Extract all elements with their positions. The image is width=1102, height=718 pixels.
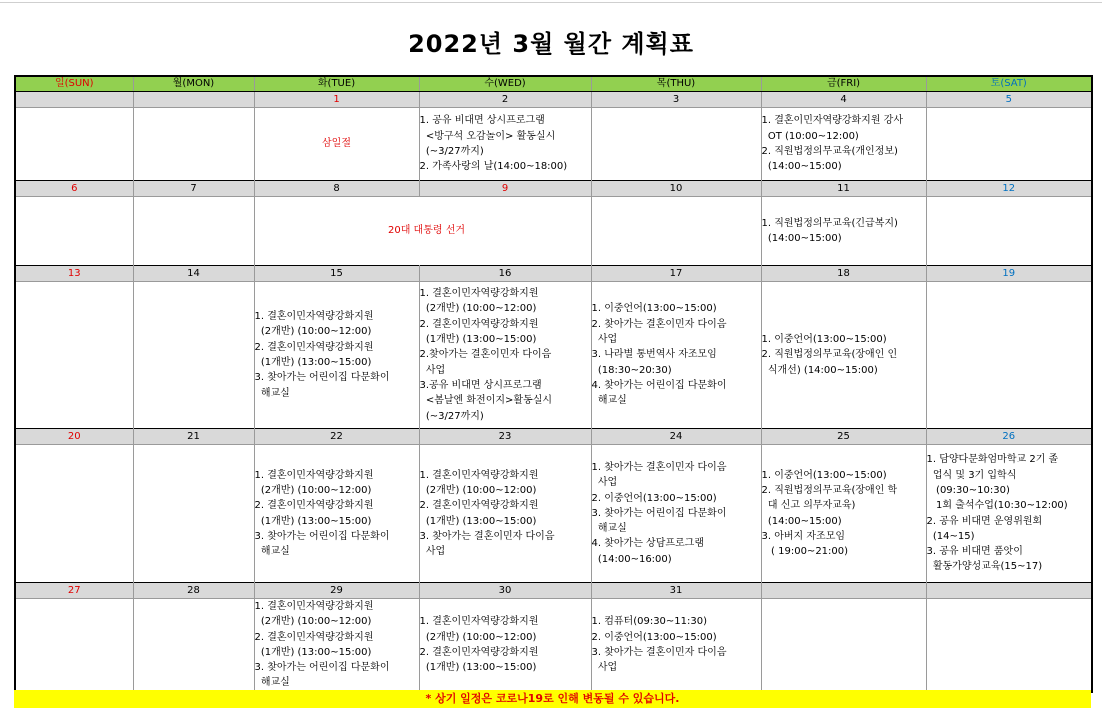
event-cell-thu — [591, 108, 761, 181]
event-line: 2. 공유 비대면 운영위원회 — [926, 515, 1043, 527]
event-line: 해교실 — [254, 546, 290, 558]
date-cell: 9 — [419, 181, 591, 197]
date-cell: 17 — [591, 266, 761, 282]
event-line: 1. 결혼이민자역량강화지원 — [254, 469, 374, 481]
event-cell-mon — [133, 108, 254, 181]
event-line: 1. 이중언어(13:00~15:00) — [761, 469, 887, 481]
date-cell: 11 — [761, 181, 926, 197]
event-line: 2. 결혼이민자역량강화지원 — [254, 341, 374, 353]
event-cell-sat — [926, 599, 1092, 692]
date-cell: 2 — [419, 92, 591, 108]
event-line: 활동가양성교육(15~17) — [926, 561, 1043, 573]
date-cell: 14 — [133, 266, 254, 282]
event-line: 1회 출석수업(10:30~12:00) — [926, 500, 1068, 512]
event-line: 3. 찾아가는 결혼이민자 다이음 — [419, 530, 555, 542]
page-title: 2022년 3월 월간 계획표 — [408, 30, 694, 58]
event-cell-thu — [591, 445, 761, 583]
date-cell: 22 — [254, 429, 419, 445]
event-cell-sat — [926, 282, 1092, 429]
event-line: (1개반) (13:00~15:00) — [419, 662, 537, 674]
event-cell-mon — [133, 599, 254, 692]
event-cell-fri — [761, 197, 926, 266]
event-cell-fri — [761, 445, 926, 583]
event-cell-fri — [761, 282, 926, 429]
event-line: <봄날엔 화전이지>활동실시 — [419, 395, 553, 407]
event-line: 1. 이중언어(13:00~15:00) — [591, 303, 717, 315]
event-cell-tue — [254, 108, 419, 181]
week-3-dates — [15, 266, 1092, 282]
event-line: 1. 결혼이민자역량강화지원 — [254, 601, 374, 612]
event-line: 해교실 — [591, 395, 627, 407]
event-cell-mon — [133, 445, 254, 583]
date-cell: 15 — [254, 266, 419, 282]
header-mon: 월(MON) — [133, 76, 254, 92]
event-line: (1개반) (13:00~15:00) — [254, 646, 372, 658]
event-cell-sat — [926, 197, 1092, 266]
event-line: 대 신고 의무자교육) — [761, 500, 856, 512]
date-cell: 31 — [591, 583, 761, 599]
header-thu: 목(THU) — [591, 76, 761, 92]
event-line: 2. 가족사랑의 날(14:00~18:00) — [419, 161, 568, 173]
event-line: (2개반) (10:00~12:00) — [254, 326, 372, 338]
week-2-events — [15, 197, 1092, 266]
event-line: 2. 결혼이민자역량강화지원 — [254, 500, 374, 512]
event-line: ( 19:00~21:00) — [761, 546, 849, 558]
event-line: (1개반) (13:00~15:00) — [419, 334, 537, 346]
event-line: (14:00~15:00) — [761, 161, 842, 173]
event-line: 3. 찾아가는 결혼이민자 다이음 — [591, 646, 727, 658]
date-cell: 21 — [133, 429, 254, 445]
event-line: <방구석 오감놀이> 활동실시 — [419, 130, 556, 142]
holiday-label: 삼일절 — [322, 138, 351, 150]
event-line: 3. 찾아가는 어린이집 다문화이 — [254, 530, 390, 542]
week-4-dates — [15, 429, 1092, 445]
date-cell: 1 — [254, 92, 419, 108]
notice-banner: * 상기 일정은 코로나19로 인해 변동될 수 있습니다. — [14, 690, 1091, 708]
event-line: 1. 담양다문화엄마학교 2기 졸 — [926, 454, 1059, 466]
event-cell-wed — [419, 599, 591, 692]
event-line: 해교실 — [254, 387, 290, 399]
event-line: 3. 공유 비대면 품앗이 — [926, 546, 1023, 558]
date-cell: 25 — [761, 429, 926, 445]
header-sat: 토(SAT) — [926, 76, 1092, 92]
event-line: 사업 — [419, 364, 446, 376]
week-5-dates — [15, 583, 1092, 599]
event-line: 3. 찾아가는 어린이집 다문화이 — [254, 662, 390, 674]
event-line: 2. 직원법정의무교육(장애인 인 — [761, 349, 898, 361]
event-line: (1개반) (13:00~15:00) — [254, 515, 372, 527]
week-1-dates — [15, 92, 1092, 108]
event-cell-sun — [15, 599, 133, 692]
event-line: 2. 결혼이민자역량강화지원 — [419, 318, 539, 330]
event-line: 3. 찾아가는 어린이집 다문화이 — [254, 372, 390, 384]
event-line: 3. 찾아가는 어린이집 다문화이 — [591, 507, 727, 519]
event-line: 1. 찾아가는 결혼이민자 다이음 — [591, 461, 727, 473]
date-cell — [761, 583, 926, 599]
event-line: (2개반) (10:00~12:00) — [419, 484, 537, 496]
event-cell-sun — [15, 108, 133, 181]
event-line: 식개선) (14:00~15:00) — [761, 364, 878, 376]
event-line: 1. 공유 비대면 상시프로그램 — [419, 115, 545, 127]
event-line: (2개반) (10:00~12:00) — [254, 484, 372, 496]
event-cell-mon — [133, 197, 254, 266]
event-line: OT (10:00~12:00) — [761, 130, 859, 142]
date-cell: 5 — [926, 92, 1092, 108]
event-line: 1. 결혼이민자역량강화지원 — [419, 616, 539, 628]
date-cell — [133, 92, 254, 108]
event-line: 사업 — [591, 662, 618, 674]
event-line: 2. 직원법정의무교육(장애인 학 — [761, 484, 898, 496]
event-line: (14:00~16:00) — [591, 553, 672, 565]
event-line: 1. 결혼이민자역량강화지원 — [419, 469, 539, 481]
event-cell-tue-wed — [254, 197, 591, 266]
date-cell: 8 — [254, 181, 419, 197]
event-cell-thu — [591, 282, 761, 429]
event-cell-wed — [419, 282, 591, 429]
header-sun: 일(SUN) — [15, 76, 133, 92]
date-cell: 26 — [926, 429, 1092, 445]
event-line: 사업 — [591, 477, 618, 489]
date-cell: 24 — [591, 429, 761, 445]
event-line: (1개반) (13:00~15:00) — [254, 357, 372, 368]
event-line: (09:30~10:30) — [926, 484, 1010, 496]
event-line: 해교실 — [591, 523, 627, 535]
event-line: (14:00~15:00) — [761, 233, 842, 244]
top-rule — [0, 2, 1102, 3]
date-cell: 4 — [761, 92, 926, 108]
event-line: 1. 결혼이민자역량강화지원 — [254, 311, 374, 323]
event-line: 3. 나라별 통번역사 자조모임 — [591, 349, 717, 361]
event-line: 2. 결혼이민자역량강화지원 — [254, 631, 374, 643]
event-line: (2개반) (10:00~12:00) — [254, 616, 372, 628]
date-cell: 7 — [133, 181, 254, 197]
date-cell: 18 — [761, 266, 926, 282]
event-line: (14~15) — [926, 530, 975, 542]
week-5-events — [15, 599, 1092, 692]
event-line: 3. 아버지 자조모임 — [761, 530, 846, 542]
event-cell-tue — [254, 445, 419, 583]
date-cell — [926, 583, 1092, 599]
date-cell: 27 — [15, 583, 133, 599]
event-cell-thu — [591, 197, 761, 266]
event-line: 1. 컴퓨터(09:30~11:30) — [591, 616, 708, 628]
event-line: (~3/27까지) — [419, 146, 484, 157]
event-line: 4. 찾아가는 상담프로그램 — [591, 538, 704, 550]
event-line: 1. 직원법정의무교육(긴급복지) — [761, 217, 898, 229]
event-line: 3.공유 비대면 상시프로그램 — [419, 379, 542, 391]
event-line: 사업 — [419, 546, 446, 558]
header-fri: 금(FRI) — [761, 76, 926, 92]
weekday-header — [15, 76, 1092, 92]
event-cell-sun — [15, 445, 133, 583]
event-line: 2. 결혼이민자역량강화지원 — [419, 500, 539, 512]
event-cell-tue — [254, 599, 419, 692]
event-line: 업식 및 3기 입학식 — [926, 469, 1017, 481]
calendar-table — [14, 75, 1093, 693]
event-line: 2. 결혼이민자역량강화지원 — [419, 646, 539, 658]
event-cell-sat — [926, 445, 1092, 583]
event-line: (18:30~20:30) — [591, 364, 672, 376]
event-line: 2. 이중언어(13:00~15:00) — [591, 492, 717, 504]
date-cell: 29 — [254, 583, 419, 599]
event-line: 2. 이중언어(13:00~15:00) — [591, 631, 717, 643]
event-line: 2. 직원법정의무교육(개인정보) — [761, 146, 898, 157]
event-line: 사업 — [591, 334, 618, 346]
event-cell-sun — [15, 197, 133, 266]
date-cell: 30 — [419, 583, 591, 599]
event-line: 2.찾아가는 결혼이민자 다이음 — [419, 349, 552, 361]
event-line: (2개반) (10:00~12:00) — [419, 303, 537, 315]
event-cell-wed — [419, 445, 591, 583]
header-wed: 수(WED) — [419, 76, 591, 92]
event-cell-fri — [761, 599, 926, 692]
event-cell-tue — [254, 282, 419, 429]
event-line: (2개반) (10:00~12:00) — [419, 631, 537, 643]
date-cell: 6 — [15, 181, 133, 197]
date-cell: 28 — [133, 583, 254, 599]
event-line: 4. 찾아가는 어린이집 다문화이 — [591, 379, 727, 391]
event-line: (1개반) (13:00~15:00) — [419, 515, 537, 527]
date-cell — [15, 92, 133, 108]
event-line: 1. 이중언어(13:00~15:00) — [761, 334, 887, 346]
week-2-dates — [15, 181, 1092, 197]
date-cell: 10 — [591, 181, 761, 197]
week-3-events — [15, 282, 1092, 429]
header-tue: 화(TUE) — [254, 76, 419, 92]
event-line: (14:00~15:00) — [761, 515, 842, 527]
week-4-events — [15, 445, 1092, 583]
event-line: 해교실 — [254, 677, 290, 689]
week-1-events — [15, 108, 1092, 181]
event-cell-fri — [761, 108, 926, 181]
date-cell: 12 — [926, 181, 1092, 197]
event-cell-mon — [133, 282, 254, 429]
date-cell: 20 — [15, 429, 133, 445]
date-cell: 19 — [926, 266, 1092, 282]
event-line: 1. 결혼이민자역량강화지원 — [419, 288, 539, 300]
date-cell: 23 — [419, 429, 591, 445]
date-cell: 3 — [591, 92, 761, 108]
event-cell-wed — [419, 108, 591, 181]
election-label: 20대 대통령 선거 — [387, 225, 466, 237]
event-line: 2. 찾아가는 결혼이민자 다이음 — [591, 318, 727, 330]
event-cell-thu — [591, 599, 761, 692]
event-cell-sun — [15, 282, 133, 429]
event-line: (~3/27까지) — [419, 410, 484, 422]
date-cell: 13 — [15, 266, 133, 282]
event-cell-sat — [926, 108, 1092, 181]
date-cell: 16 — [419, 266, 591, 282]
event-line: 1. 결혼이민자역량강화지원 강사 — [761, 115, 903, 127]
